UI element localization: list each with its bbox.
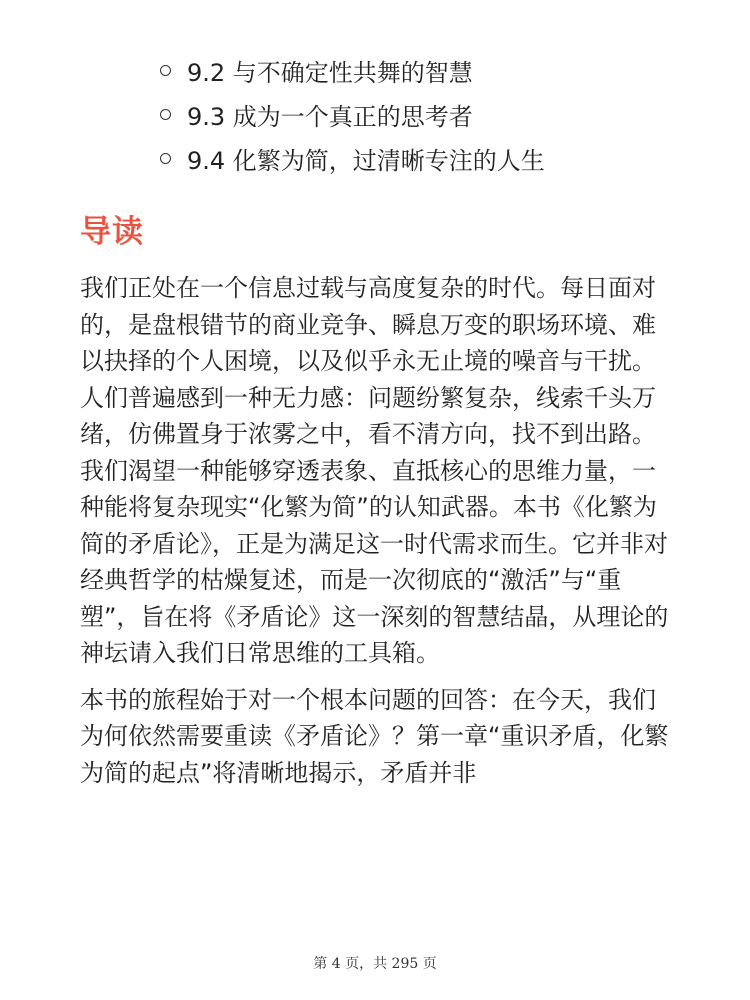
toc-item-label: 9.3 成为一个真正的思考者 <box>187 102 473 131</box>
body-paragraph: 我们正处在一个信息过载与高度复杂的时代。每日面对的，是盘根错节的商业竞争、瞬息万变的职场环境、难以抉择的个人困境，以及似乎永无止境的噪音与干扰。人们普遍感到一种无力感：问题纷繁复杂，线索千头万绪，仿佛置身于浓雾之中，看不清方向，找不到出路。我们渴望一种能够穿透表象、直抵核心的思维力量，一种能将复杂现实“化繁为简”的认知武器。本书《化繁为简的矛盾论》，正是为满足这一时代需求而生。它并非对经典哲学的枯燥复述，而是一次彻底的“激活”与“重塑”，旨在将《矛盾论》这一深刻的智慧结晶，从理论的神坛请入我们日常思维的工具箱。 <box>80 274 669 667</box>
toc-item[interactable] <box>160 136 720 180</box>
page-number: 第 4 页，共 295 页 <box>313 956 437 972</box>
hollow-circle-bullet-icon <box>160 153 171 164</box>
body-text <box>80 270 670 801</box>
hollow-circle-bullet-icon <box>160 109 171 120</box>
toc-list <box>160 48 720 180</box>
toc-item[interactable] <box>160 48 720 92</box>
toc-item-label: 9.2 与不确定性共舞的智慧 <box>187 58 473 87</box>
hollow-circle-bullet-icon <box>160 65 171 76</box>
body-paragraph: 本书的旅程始于对一个根本问题的回答：在今天，我们为何依然需要重读《矛盾论》？第一章“重识矛盾，化繁为简的起点”将清晰地揭示，矛盾并非 <box>80 685 669 787</box>
section-heading: 导读 <box>80 214 144 250</box>
toc-item[interactable] <box>160 92 720 136</box>
toc-item-label: 9.4 化繁为简，过清晰专注的人生 <box>187 146 545 175</box>
